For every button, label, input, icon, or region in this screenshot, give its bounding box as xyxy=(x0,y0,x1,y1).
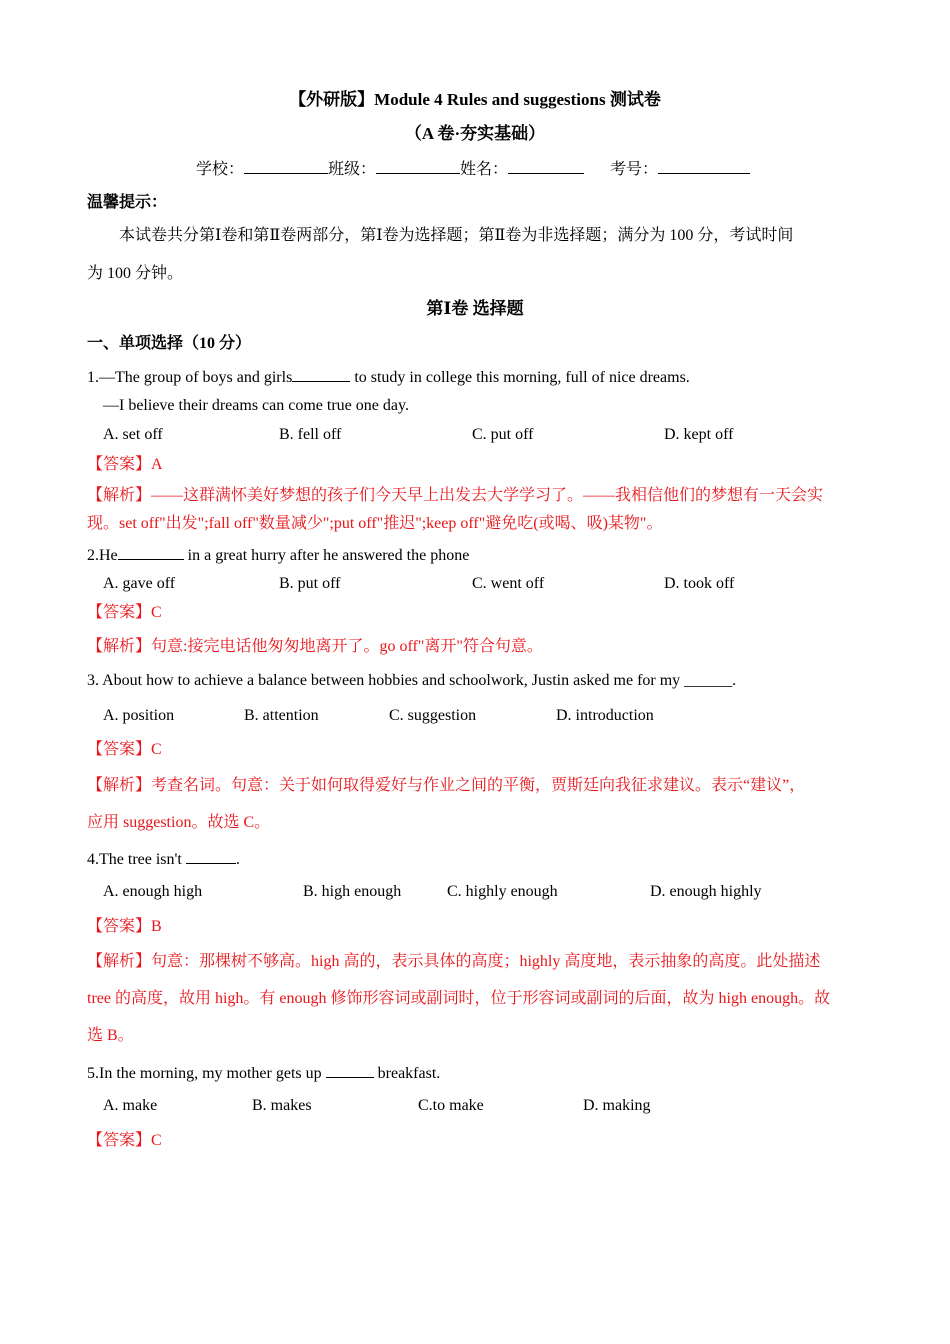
question-5-stem: 5.In the morning, my mother gets up breakfast. xyxy=(87,1062,440,1084)
question-2-stem: 2.He in a great hurry after he answered the phone xyxy=(87,544,469,566)
question-3-answer: 【答案】C xyxy=(87,741,162,758)
question-5-option-b[interactable]: B. makes xyxy=(252,1097,312,1114)
question-3-stem: 3. About how to achieve a balance between hobbies and schoolwork, Justin asked me for my ______. xyxy=(87,672,737,689)
question-4-analysis-3: 选 B。 xyxy=(87,1027,134,1044)
question-4-option-a[interactable]: A. enough high xyxy=(103,883,203,900)
school-blank[interactable] xyxy=(244,158,328,174)
question-4-blank[interactable] xyxy=(186,848,236,864)
question-1-answer: 【答案】A xyxy=(87,456,163,473)
question-2-option-a[interactable]: A. gave off xyxy=(103,575,176,592)
question-5-option-d[interactable]: D. making xyxy=(583,1097,651,1114)
tips-label: 温馨提示： xyxy=(87,194,168,211)
question-2-option-d[interactable]: D. took off xyxy=(664,575,735,592)
question-3-option-b[interactable]: B. attention xyxy=(244,707,319,724)
school-label: 学校： xyxy=(196,161,245,178)
tips-line-2: 为 100 分钟。 xyxy=(87,265,184,282)
question-2-option-b[interactable]: B. put off xyxy=(279,575,341,592)
name-label: 姓名： xyxy=(460,161,509,178)
question-3-option-a[interactable]: A. position xyxy=(103,707,175,724)
question-4-answer: 【答案】B xyxy=(87,918,162,935)
question-2-analysis-1: 【解析】句意:接完电话他匆匆地离开了。go off"离开"符合句意。 xyxy=(87,638,543,655)
student-info-row xyxy=(196,158,750,180)
id-blank[interactable] xyxy=(658,158,750,174)
question-1-option-b[interactable]: B. fell off xyxy=(279,426,342,443)
question-4-stem: 4.The tree isn't . xyxy=(87,848,240,870)
question-5-answer: 【答案】C xyxy=(87,1132,162,1149)
question-1-stem-2: —I believe their dreams can come true one day. xyxy=(103,397,409,414)
question-5-blank[interactable] xyxy=(326,1062,374,1078)
question-1-analysis-1: 【解析】——这群满怀美好梦想的孩子们今天早上出发去大学学习了。——我相信他们的梦想有一天会实 xyxy=(87,487,824,504)
tips-line-1: 本试卷共分第Ⅰ卷和第Ⅱ卷两部分，第Ⅰ卷为选择题；第Ⅱ卷为非选择题；满分为 100 分，考试时间 xyxy=(119,227,794,244)
question-3-option-d[interactable]: D. introduction xyxy=(556,707,654,724)
question-3-option-c[interactable]: C. suggestion xyxy=(389,707,477,724)
question-5-option-c[interactable]: C.to make xyxy=(418,1097,484,1114)
id-label: 考号： xyxy=(610,161,659,178)
name-blank[interactable] xyxy=(508,158,584,174)
question-1-option-c[interactable]: C. put off xyxy=(472,426,534,443)
question-3-analysis-2: 应用 suggestion。故选 C。 xyxy=(87,814,271,831)
question-5-option-a[interactable]: A. make xyxy=(103,1097,158,1114)
question-2-blank[interactable] xyxy=(118,544,184,560)
exam-subtitle: （A 卷·夯实基础） xyxy=(404,124,546,143)
question-1-option-d[interactable]: D. kept off xyxy=(664,426,734,443)
question-1-analysis-2: 现。set off"出发";fall off"数量减少";put off"推迟";keep off"避免吃(或喝、吸)某物"。 xyxy=(87,515,663,532)
class-label: 班级： xyxy=(328,161,377,178)
question-4-analysis-2: tree 的高度，故用 high。有 enough 修饰形容词或副词时，位于形容词或副词的后面，故为 high enough。故 xyxy=(87,990,831,1007)
question-3-analysis-1: 【解析】考查名词。句意：关于如何取得爱好与作业之间的平衡，贾斯廷向我征求建议。表示“建议”， xyxy=(87,777,806,794)
question-1-stem: 1.—The group of boys and girls to study in college this morning, full of nice dreams. xyxy=(87,366,690,388)
question-1-option-a[interactable]: A. set off xyxy=(103,426,163,443)
question-4-option-b[interactable]: B. high enough xyxy=(303,883,402,900)
class-blank[interactable] xyxy=(376,158,460,174)
question-4-option-c[interactable]: C. highly enough xyxy=(447,883,558,900)
question-4-option-d[interactable]: D. enough highly xyxy=(650,883,762,900)
exam-title: 【外研版】Module 4 Rules and suggestions 测试卷 xyxy=(289,90,661,109)
question-2-answer: 【答案】C xyxy=(87,604,162,621)
question-1-blank[interactable] xyxy=(292,366,350,382)
part1-heading: 第Ⅰ卷 选择题 xyxy=(426,299,524,318)
section-heading: 一、单项选择（10 分） xyxy=(87,335,252,352)
question-4-analysis-1: 【解析】句意：那棵树不够高。high 高的，表示具体的高度；highly 高度地，表示抽象的高度。此处描述 xyxy=(87,953,821,970)
question-2-option-c[interactable]: C. went off xyxy=(472,575,545,592)
